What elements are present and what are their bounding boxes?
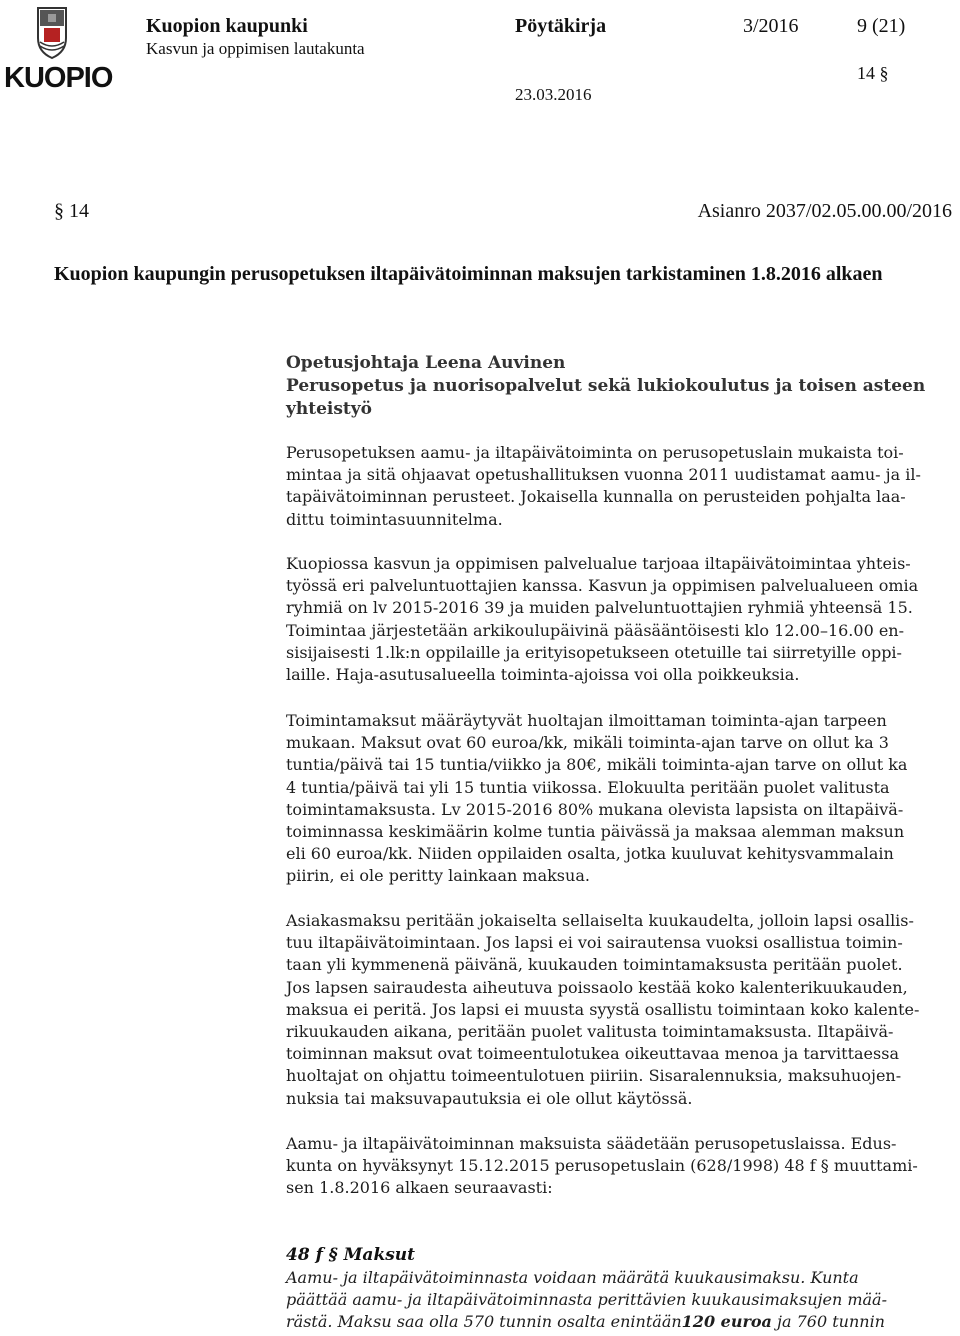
text-line: Jos lapsen sairaudesta aiheutuva poissaolo kestää koko kalenterikuukauden,	[286, 977, 908, 997]
text-line: sen 1.8.2016 alkaen seuraavasti:	[286, 1178, 553, 1198]
presenter-name: Opetusjohtaja Leena Auvinen	[286, 353, 566, 373]
section-row	[54, 200, 952, 223]
law-text	[286, 1267, 957, 1334]
text-line: Aamu- ja iltapäivätoiminnasta voidaan määrätä kuukausimaksu. Kunta	[286, 1268, 859, 1287]
text-line: ja 760 tunnin	[771, 1312, 885, 1332]
paragraph-2	[286, 553, 957, 686]
text-line: mukaan. Maksut ovat 60 euroa/kk, mikäli toiminta-ajan tarve on ollut ka 3	[286, 733, 889, 753]
document-title: Kuopion kaupungin perusopetuksen iltapäivätoiminnan maksujen tarkistaminen 1.8.2016 alkaen	[54, 263, 883, 285]
text-line: laille. Haja-asutusalueella toiminta-ajoissa voi olla poikkeuksia.	[286, 665, 800, 685]
text-line: kunta on hyväksynyt 15.12.2015 perusopetuslain (628/1998) 48 f § muuttami-	[286, 1156, 918, 1176]
text-line: tapäivätoiminnan perusteet. Jokaisella kunnalla on perusteiden pohjalta laa-	[286, 487, 906, 507]
text-line: toiminnan maksut ovat toimeentulotukea oikeuttavaa menoa ja tarvittaessa	[286, 1044, 899, 1064]
presenter-block	[286, 352, 957, 421]
kuopio-logo	[4, 2, 113, 97]
text-line: Toimintamaksut määräytyvät huoltajan ilmoittaman toiminta-ajan tarpeen	[286, 711, 887, 730]
text-line: toiminnassa keskimäärin kolme tuntia päivässä ja maksaa alemman maksun	[286, 822, 905, 842]
max-fee-amount: 120 euroa	[681, 1312, 772, 1332]
text-line: taan yli kymmenenä päivänä, kuukauden toimintamaksusta peritään puolet.	[286, 955, 903, 975]
page-number: 9 (21)	[857, 15, 906, 37]
text-line: Asiakasmaksu peritään jokaiselta sellaiselta kuukaudelta, jolloin lapsi osallis-	[286, 911, 914, 930]
paragraph-3	[286, 710, 957, 888]
text-line: 4 tuntia/päivä tai yli 15 tuntia viikossa. Elokuulta peritään puolet valitusta	[286, 777, 890, 797]
committee-name: Kasvun ja oppimisen lautakunta	[146, 39, 365, 58]
text-line: rästä. Maksu saa olla 570 tunnin osalta enintään	[286, 1312, 682, 1332]
coat-of-arms-icon	[4, 2, 100, 62]
text-line: Perusopetuksen aamu- ja iltapäivätoiminta on perusopetuslain mukaista toi-	[286, 443, 904, 462]
text-line: Toimintaa järjestetään arkikoulupäivinä pääsääntöisesti klo 12.00–16.00 en-	[286, 620, 905, 640]
text-line: päättää aamu- ja iltapäivätoiminnasta perittävien kuukausimaksujen mää-	[286, 1290, 887, 1310]
text-line: Kuopiossa kasvun ja oppimisen palvelualue tarjoaa iltapäivätoimintaa yhteis-	[286, 554, 911, 573]
text-line: mintaa ja sitä ohjaavat opetushallituksen vuonna 2011 uudistamat aamu- ja il-	[286, 465, 921, 485]
text-line: eli 60 euroa/kk. Niiden oppilaiden osalta, jotka kuuluvat kehitysvammalain	[286, 844, 894, 864]
text-line: maksua ei peritä. Jos lapsi ei muusta syystä osallistu toimintaan koko kalente-	[286, 999, 920, 1019]
doc-type: Pöytäkirja	[515, 15, 607, 37]
presenter-role: Perusopetus ja nuorisopalvelut sekä lukiokoulutus ja toisen asteen yhteistyö	[286, 376, 926, 419]
meeting-date: 23.03.2016	[515, 85, 592, 104]
paragraph-5	[286, 1133, 957, 1200]
text-line: piirin, ei ole peritty lainkaan maksua.	[286, 866, 590, 886]
text-line: rikuukauden aikana, peritään puolet valitusta toimintamaksusta. Iltapäivä-	[286, 1022, 894, 1042]
law-heading: 48 f § Maksut	[286, 1245, 416, 1265]
text-line: ryhmiä on lv 2015-2016 39 ja muiden palveluntuottajien ryhmiä yhteensä 15.	[286, 598, 913, 618]
section-number: § 14	[54, 200, 89, 222]
doc-number: 3/2016	[743, 15, 799, 37]
text-line: tuu iltapäivätoimintaan. Jos lapsi ei voi sairautensa vuoksi osallistua toimin-	[286, 933, 903, 953]
text-line: toimintamaksusta. Lv 2015-2016 80% mukana olevista lapsista on iltapäivä-	[286, 799, 904, 819]
text-line: nuksia tai maksuvapautuksia ei ole ollut käytössä.	[286, 1088, 693, 1108]
text-line: Aamu- ja iltapäivätoiminnan maksuista säädetään perusopetuslaissa. Edus-	[286, 1134, 897, 1153]
org-name: Kuopion kaupunki	[146, 15, 308, 37]
text-line: dittu toimintasuunnitelma.	[286, 509, 503, 529]
text-line: työssä eri palveluntuottajien kanssa. Kasvun ja oppimisen palvelualueen omia	[286, 576, 919, 596]
text-line: sisijaisesti 1.lk:n oppilaille ja erityisopetukseen otetuille tai siirretyille oppi-	[286, 642, 902, 662]
paragraph-1	[286, 442, 957, 531]
text-line: huoltajat on ohjattu toimeentulotuen piiriin. Sisaralennuksia, maksuhuojen-	[286, 1066, 902, 1086]
section-ref: 14 §	[857, 63, 889, 83]
case-number: Asianro 2037/02.05.00.00/2016	[697, 200, 952, 222]
text-line: tuntia/päivä tai 15 tuntia/viikko ja 80€, mikäli toiminta-ajan tarve on ollut ka	[286, 755, 908, 775]
logo-text: KUOPIO	[4, 62, 113, 94]
paragraph-4	[286, 910, 957, 1110]
